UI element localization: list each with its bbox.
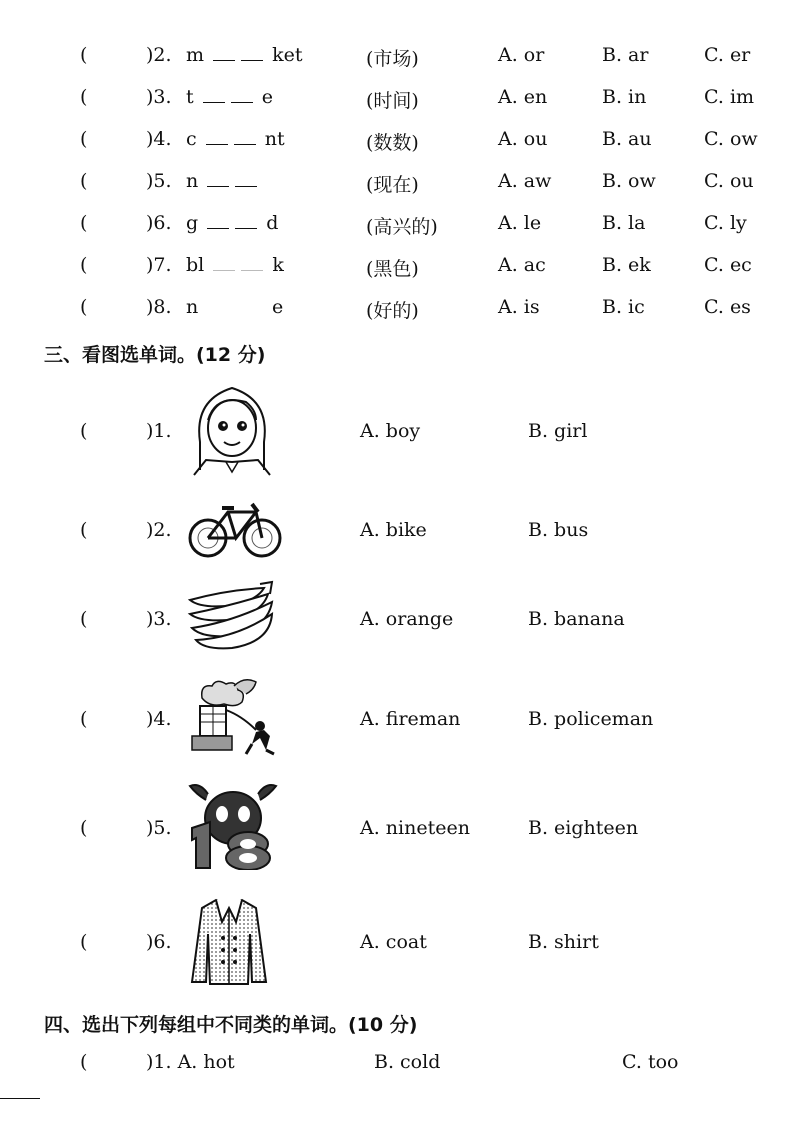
word-meaning: (时间) <box>366 90 419 112</box>
answer-paren[interactable]: ( <box>80 86 88 108</box>
option-b[interactable]: B. au <box>602 128 652 150</box>
word-suffix: e <box>272 296 284 318</box>
word-meaning: (数数) <box>366 132 419 154</box>
spelling-row-4 <box>0 128 794 156</box>
option-b[interactable]: B. ow <box>602 170 656 192</box>
coat-icon <box>186 894 272 986</box>
word-prefix: c <box>186 128 197 150</box>
option-a[interactable]: A. is <box>498 296 540 318</box>
answer-paren[interactable]: ( <box>80 420 88 442</box>
letter-blank <box>241 44 263 61</box>
option-b[interactable]: B. eighteen <box>528 817 639 839</box>
girl-face-icon <box>186 380 278 476</box>
spelling-row-7 <box>0 254 794 282</box>
option-b[interactable]: B. banana <box>528 608 625 630</box>
option-a[interactable]: A. bike <box>360 519 427 541</box>
word-meaning: (高兴的) <box>366 216 438 238</box>
question-number: )5. <box>146 817 172 839</box>
word-suffix: d <box>266 212 279 234</box>
question-number: )4. <box>146 128 172 150</box>
page-divider <box>0 1098 40 1099</box>
question-number: )5. <box>146 170 172 192</box>
option-a[interactable]: A. le <box>498 212 542 234</box>
letter-blank <box>213 254 235 271</box>
banana-icon <box>186 580 278 652</box>
question-number: )2. <box>146 44 172 66</box>
answer-paren[interactable]: ( <box>80 128 88 150</box>
answer-paren[interactable]: ( <box>80 170 88 192</box>
question-number: )4. <box>146 708 172 730</box>
odd-one-out-row-1 <box>0 1051 794 1079</box>
option-a[interactable]: A. en <box>498 86 548 108</box>
question-number: )3. <box>146 608 172 630</box>
spelling-row-3 <box>0 86 794 114</box>
word-prefix: g <box>186 212 199 234</box>
question-number: )8. <box>146 296 172 318</box>
picture-row-4 <box>0 708 794 736</box>
question-number: )6. <box>146 931 172 953</box>
word-meaning: (黑色) <box>366 258 419 280</box>
option-b[interactable]: B. cold <box>374 1051 441 1073</box>
option-a[interactable]: A. fireman <box>360 708 461 730</box>
word-prefix: n <box>186 170 199 192</box>
bicycle-icon <box>186 498 282 560</box>
option-b[interactable]: B. ic <box>602 296 645 318</box>
answer-paren[interactable]: ( <box>80 212 88 234</box>
option-b[interactable]: B. in <box>602 86 647 108</box>
picture-row-6 <box>0 931 794 959</box>
letter-blank <box>241 254 263 271</box>
option-a[interactable]: A. nineteen <box>360 817 470 839</box>
option-c[interactable]: C. ou <box>704 170 754 192</box>
spelling-row-8 <box>0 296 794 324</box>
letter-blank <box>207 212 229 229</box>
word-prefix: m <box>186 44 205 66</box>
word-meaning: (现在) <box>366 174 419 196</box>
word-suffix: nt <box>264 128 285 150</box>
answer-paren[interactable]: ( <box>80 608 88 630</box>
firefighter-icon <box>186 676 282 758</box>
option-a[interactable]: A. coat <box>360 931 427 953</box>
picture-row-3 <box>0 608 794 636</box>
option-a[interactable]: A. ou <box>498 128 548 150</box>
picture-row-2 <box>0 519 794 547</box>
option-b[interactable]: B. ar <box>602 44 649 66</box>
option-b[interactable]: B. la <box>602 212 646 234</box>
option-c[interactable]: C. ow <box>704 128 758 150</box>
question-number: )7. <box>146 254 172 276</box>
letter-blank <box>235 212 257 229</box>
option-c[interactable]: C. er <box>704 44 751 66</box>
option-a[interactable]: A. boy <box>360 420 421 442</box>
word-meaning: (好的) <box>366 300 419 322</box>
answer-paren[interactable]: ( <box>80 931 88 953</box>
option-a[interactable]: A. or <box>498 44 545 66</box>
word-prefix: bl <box>186 254 205 276</box>
option-c[interactable]: C. es <box>704 296 751 318</box>
letter-blank <box>213 44 235 61</box>
answer-paren[interactable]: ( <box>80 44 88 66</box>
answer-paren[interactable]: ( <box>80 296 88 318</box>
letter-blank <box>234 128 256 145</box>
word-prefix: t <box>186 86 194 108</box>
answer-paren[interactable]: ( <box>80 254 88 276</box>
question-number-option-a[interactable]: )1. A. hot <box>146 1051 235 1073</box>
question-number: )2. <box>146 519 172 541</box>
spelling-row-2 <box>0 44 794 72</box>
spelling-row-6 <box>0 212 794 240</box>
option-b[interactable]: B. ek <box>602 254 651 276</box>
question-number: )3. <box>146 86 172 108</box>
letter-blank <box>203 86 225 103</box>
answer-paren[interactable]: ( <box>80 708 88 730</box>
option-c[interactable]: C. too <box>622 1051 679 1073</box>
word-prefix: n <box>186 296 199 318</box>
option-c[interactable]: C. im <box>704 86 755 108</box>
option-b[interactable]: B. girl <box>528 420 588 442</box>
answer-paren[interactable]: ( <box>80 1051 88 1073</box>
letter-blank <box>231 86 253 103</box>
option-b[interactable]: B. policeman <box>528 708 654 730</box>
option-a[interactable]: A. ac <box>498 254 546 276</box>
option-a[interactable]: A. orange <box>360 608 454 630</box>
question-number: )1. <box>146 420 172 442</box>
word-meaning: (市场) <box>366 48 419 70</box>
answer-paren[interactable]: ( <box>80 817 88 839</box>
spelling-row-5 <box>0 170 794 198</box>
answer-paren[interactable]: ( <box>80 519 88 541</box>
option-a[interactable]: A. aw <box>498 170 552 192</box>
number-18-icon <box>186 778 280 870</box>
letter-blank <box>206 128 228 145</box>
option-b[interactable]: B. bus <box>528 519 589 541</box>
word-suffix: ket <box>272 44 303 66</box>
option-c[interactable]: C. ec <box>704 254 752 276</box>
option-c[interactable]: C. ly <box>704 212 747 234</box>
option-b[interactable]: B. shirt <box>528 931 599 953</box>
picture-row-5 <box>0 817 794 845</box>
question-number: )6. <box>146 212 172 234</box>
section-4-title: 四、选出下列每组中不同类的单词。(10 分) <box>44 1014 418 1036</box>
letter-blank <box>207 170 229 187</box>
word-suffix: k <box>272 254 284 276</box>
picture-row-1 <box>0 420 794 448</box>
section-3-title: 三、看图选单词。(12 分) <box>44 344 266 366</box>
word-suffix: e <box>261 86 273 108</box>
letter-blank <box>235 170 257 187</box>
